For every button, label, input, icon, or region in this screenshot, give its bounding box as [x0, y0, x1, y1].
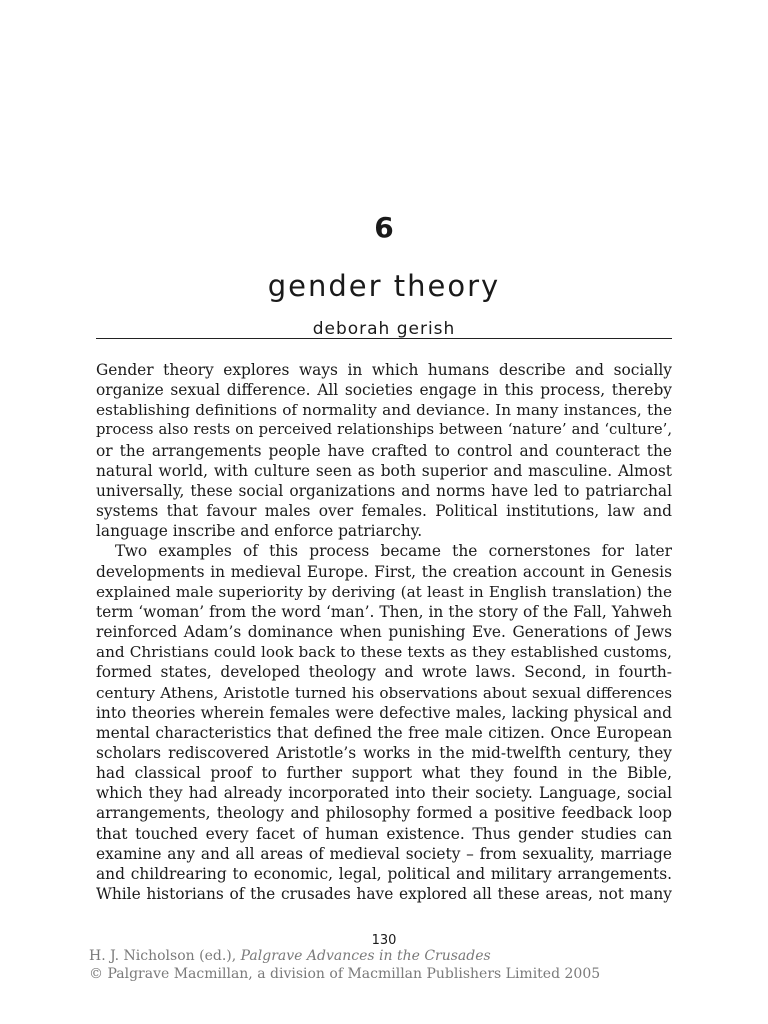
text-line: scholars rediscovered Aristotle’s works in the mid-twelfth century, they	[96, 743, 672, 762]
text-line: had classical proof to further support what they found in the Bible,	[96, 764, 672, 783]
footer-citation	[89, 947, 689, 965]
body-text	[96, 360, 672, 904]
page-number: 130	[371, 933, 397, 948]
title-rule	[96, 338, 672, 339]
text-line: natural world, with culture seen as both superior and masculine. Almost	[96, 461, 672, 480]
footer-book-title: Palgrave Advances in the Crusades	[240, 948, 491, 964]
text-line: While historians of the crusades have explored all these areas, not many	[96, 885, 672, 904]
text-line: process also rests on perceived relationships between ‘nature’ and ‘culture’,	[96, 421, 672, 439]
text-line: and childrearing to economic, legal, political and military arrangements.	[96, 864, 672, 883]
chapter-title: gender theory	[267, 269, 501, 303]
text-line: universally, these social organizations and norms have led to patriarchal	[96, 481, 672, 500]
text-line: language inscribe and enforce patriarchy.	[96, 522, 423, 541]
text-line: organize sexual difference. All societies engage in this process, thereby	[96, 381, 672, 400]
text-line: into theories wherein females were defective males, lacking physical and	[96, 703, 672, 722]
text-line: explained male superiority by deriving (at least in English translation) the	[96, 582, 672, 601]
text-line: Two examples of this process became the cornerstones for later	[115, 542, 672, 561]
text-line: systems that favour males over females. Political institutions, law and	[96, 502, 672, 521]
text-line: formed states, developed theology and wrote laws. Second, in fourth-	[96, 663, 672, 682]
text-line: century Athens, Aristotle turned his observations about sexual differences	[96, 683, 672, 702]
chapter-number: 6	[374, 211, 394, 244]
text-line: and Christians could look back to these texts as they established customs,	[96, 643, 672, 662]
text-line: which they had already incorporated into their society. Language, social	[96, 784, 672, 803]
footer-editor: H. J. Nicholson (ed.),	[89, 948, 241, 964]
text-line: establishing definitions of normality and deviance. In many instances, the	[96, 401, 672, 420]
text-line: or the arrangements people have crafted to control and counteract the	[96, 441, 672, 460]
text-line: that touched every facet of human existence. Thus gender studies can	[96, 824, 672, 843]
text-line: Gender theory explores ways in which humans describe and socially	[96, 361, 672, 379]
text-line: reinforced Adam’s dominance when punishing Eve. Generations of Jews	[96, 623, 672, 642]
text-line: arrangements, theology and philosophy formed a positive feedback loop	[96, 804, 672, 823]
text-line: examine any and all areas of medieval society – from sexuality, marriage	[96, 844, 672, 863]
text-line: term ‘woman’ from the word ‘man’. Then, in the story of the Fall, Yahweh	[96, 602, 672, 621]
chapter-author: deborah gerish	[312, 319, 456, 339]
text-line: developments in medieval Europe. First, the creation account in Genesis	[96, 562, 672, 581]
footer-copyright: © Palgrave Macmillan, a division of Macmillan Publishers Limited 2005	[89, 966, 601, 982]
text-line: mental characteristics that defined the free male citizen. Once European	[96, 723, 672, 742]
